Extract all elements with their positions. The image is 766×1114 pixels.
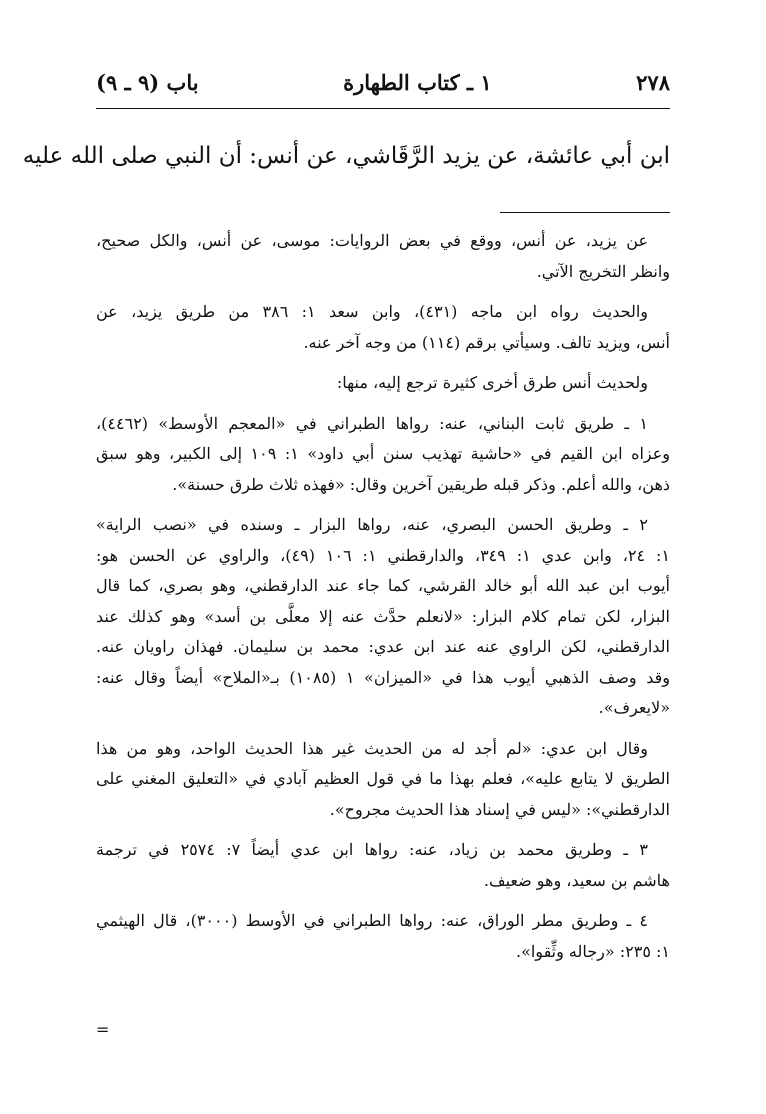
section-reference: باب (٩ ـ ٩) xyxy=(96,69,199,95)
footnote-line: الطريق لا يتابع عليه»، فعلم بهذا ما في قول العظيم آبادي في «التعليق المغني على xyxy=(96,769,670,788)
footnote-paragraph xyxy=(96,906,670,967)
footnote-line: البزار، لكن تمام كلام البزار: «لانعلم حدَّث عنه إلا معلَّى بن أسد» وهو كذلك عند xyxy=(96,606,670,626)
footnote-line: وانظر التخريج الآتي. xyxy=(536,261,670,281)
running-header xyxy=(96,64,670,100)
footnote-line: ولحديث أنس طرق أخرى كثيرة ترجع إليه، منها: xyxy=(336,373,648,392)
footnote-line: ٤ ـ وطريق مطر الوراق، عنه: رواها الطبراني في الأوسط (٣٠٠٠)، قال الهيثمي xyxy=(96,911,648,930)
footnotes-section xyxy=(96,226,670,977)
chapter-title: ١ ـ كتاب الطهارة xyxy=(343,69,492,95)
footnote-line: ذهن، والله أعلم. وذكر قبله طريقين آخرين وقال: «فهذه ثلاث طرق حسنة». xyxy=(172,474,670,494)
footnote-paragraph xyxy=(96,409,670,501)
footnote-paragraph xyxy=(96,297,670,358)
footnote-line: ١: ٢٤، وابن عدي ١: ٣٤٩، والدارقطني ١: ١٠٦ (٤٩)، والراوي عن الحسن هو: xyxy=(96,545,670,565)
footnote-paragraph xyxy=(96,835,670,896)
footnote-line: الدارقطني»: «ليس في إسناد هذا الحديث مجروح». xyxy=(329,799,670,819)
footnote-line: وعزاه ابن القيم في «حاشية تهذيب سنن أبي داود» ١: ١٠٩ إلى الكبير، وهو سبق xyxy=(96,444,671,463)
footnote-line: ٢ ـ وطريق الحسن البصري، عنه، رواها البزار ـ وسنده في «نصب الراية» xyxy=(96,515,648,534)
page-number: ٢٧٨ xyxy=(636,69,670,95)
footnote-line: ١: ٢٣٥: «رجاله وثِّقوا». xyxy=(515,941,670,961)
footnote-line: هاشم بن سعيد، وهو ضعيف. xyxy=(483,870,670,890)
footnote-line: عن يزيد، عن أنس، ووقع في بعض الروايات: موسى، عن أنس، والكل صحيح، xyxy=(96,231,648,250)
footnote-line: ١ ـ طريق ثابت البناني، عنه: رواها الطبراني في «المعجم الأوسط» (٤٤٦٢)، xyxy=(96,413,648,433)
footnote-paragraph xyxy=(96,734,670,826)
footnote-line: أنس، ويزيد تالف. وسيأتي برقم (١١٤) من وجه آخر عنه. xyxy=(303,332,670,352)
footnote-paragraph xyxy=(96,226,670,287)
continuation-mark: = xyxy=(96,1020,110,1039)
footnote-paragraph xyxy=(96,510,670,724)
footnote-line: الدارقطني، لكن الراوي عنه عند ابن عدي: محمد بن سليمان. فهذان راويان عنه. xyxy=(96,637,670,656)
footnote-line: وقد وصف الذهبي أيوب هذا في «الميزان» ١ (١٠٨٥) بـ«الملاح» أيضاً وقال عنه: xyxy=(96,667,671,687)
footnote-line: والحديث رواه ابن ماجه (٤٣١)، وابن سعد ١: ٣٨٦ من طريق يزيد، عن xyxy=(96,302,648,321)
main-text: ابن أبي عائشة، عن يزيد الرَّقَاشي، عن أنس: أن النبي صلى الله عليه xyxy=(22,143,670,169)
footnote-line: ٣ ـ وطريق محمد بن زياد، عنه: رواها ابن عدي أيضاً ٧: ٢٥٧٤ في ترجمة xyxy=(96,840,649,859)
header-divider xyxy=(96,108,670,109)
footnote-separator xyxy=(500,212,670,213)
footnote-paragraph xyxy=(96,368,670,399)
footnote-line: أيوب ابن عبد الله أبو خالد القرشي، كما جاء عند الدارقطني، وهو بصري، كما قال xyxy=(96,576,670,595)
footnote-line: «لايعرف». xyxy=(598,698,670,717)
footnote-line: وقال ابن عدي: «لم أجد له من الحديث غير هذا الحديث الواحد، وهو من هذا xyxy=(96,738,648,758)
